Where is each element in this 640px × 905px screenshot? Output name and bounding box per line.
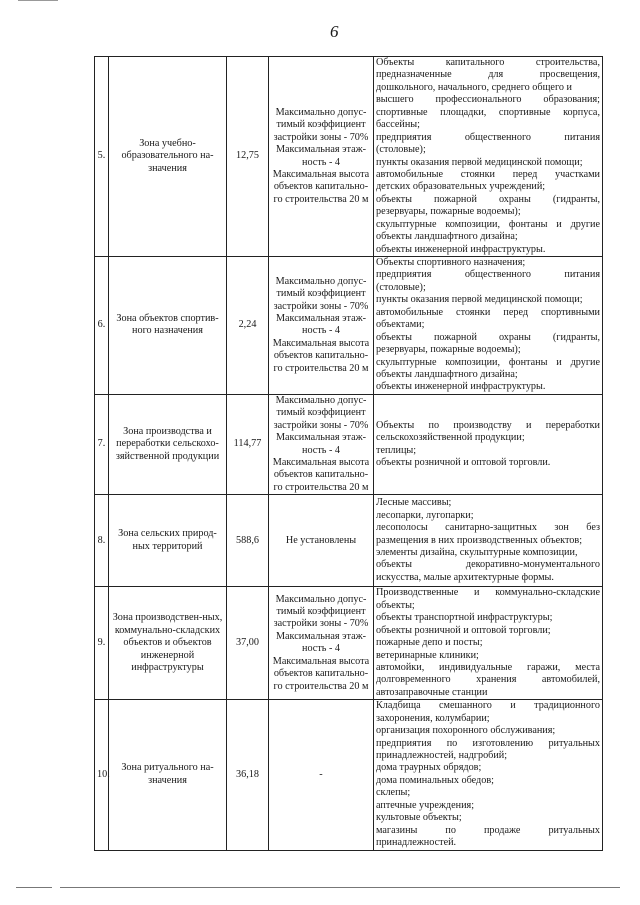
objects-line: Объекты по производству и переработки <box>376 419 600 431</box>
row-number: 9. <box>95 587 109 700</box>
objects-line: дома поминальных обедов; <box>376 774 494 786</box>
zone-row <box>95 587 603 700</box>
zone-area: 12,75 <box>227 57 269 257</box>
objects-line: спортивные площадки, спортивные корпуса, <box>376 106 600 118</box>
objects-line: предприятия по изготовлению ритуальных <box>376 737 600 749</box>
zone-area: 2,24 <box>227 257 269 395</box>
row-number: 10. <box>95 700 109 850</box>
zone-objects <box>374 394 603 495</box>
zone-parameters: Максимально допус-тимый коэффициент застройки зоны - 70% Максимальная этаж-ность - 4 Максимальная высота объектов капитально-го строительства 20 м <box>269 394 374 495</box>
zone-parameters: Максимально допус-тимый коэффициент застройки зоны - 70% Максимальная этаж-ность - 4 Максимальная высота объектов капитально-го строительства 20 м <box>269 57 374 257</box>
objects-line: предназначенные для просвещения, <box>376 69 600 81</box>
zone-name: Зона учебно-образовательного на-значения <box>109 57 227 257</box>
page-number: 6 <box>330 22 339 41</box>
zone-area: 36,18 <box>227 700 269 850</box>
objects-line: магазины по продаже ритуальных <box>376 824 600 836</box>
objects-line: автозаправочные станции <box>376 686 488 698</box>
zone-area: 37,00 <box>227 587 269 700</box>
objects-line: аптечные учреждения; <box>376 799 475 811</box>
objects-line: объекты ландшафтного дизайна; <box>376 368 518 380</box>
zone-row <box>95 57 603 257</box>
objects-line: Производственные и коммунально-складские <box>376 587 600 599</box>
objects-line: Кладбища смешанного и традиционного <box>376 700 600 712</box>
zones-table-body <box>95 57 603 851</box>
objects-line: объекты инженерной инфраструктуры. <box>376 243 546 255</box>
zone-area: 114,77 <box>227 394 269 495</box>
zone-name: Зона производства и переработки сельскохо-зяйственной продукции <box>109 394 227 495</box>
zone-name: Зона объектов спортив-ного назначения <box>109 257 227 395</box>
objects-line: автомойки, индивидуальные гаражи, места <box>376 661 600 673</box>
objects-line: бассейны; <box>376 119 420 131</box>
objects-line: объекты ландшафтного дизайна; <box>376 231 518 243</box>
objects-line: организация похоронного обслуживания; <box>376 725 556 737</box>
objects-line: объекты транспортной инфраструктуры; <box>376 612 553 624</box>
zone-row <box>95 700 603 850</box>
objects-line: (столовые); <box>376 281 426 293</box>
objects-line: объектами; <box>376 319 425 331</box>
objects-line: пожарные депо и посты; <box>376 637 483 649</box>
objects-line: объекты пожарной охраны (гидранты, <box>376 193 600 205</box>
objects-line: автомобильные стоянки перед спортивными <box>376 306 600 318</box>
objects-line: принадлежностей. <box>376 837 457 849</box>
zone-area: 588,6 <box>227 495 269 587</box>
zone-name: Зона сельских природ-ных территорий <box>109 495 227 587</box>
objects-line: скульптурные композиции, фонтаны и другие <box>376 218 600 230</box>
zone-row <box>95 495 603 587</box>
objects-line: скульптурные композиции, фонтаны и другие <box>376 356 600 368</box>
zone-objects <box>374 587 603 700</box>
zone-name: Зона ритуального на-значения <box>109 700 227 850</box>
zone-objects <box>374 57 603 257</box>
row-number: 6. <box>95 257 109 395</box>
zone-row <box>95 394 603 495</box>
zone-parameters: Не установлены <box>269 495 374 587</box>
objects-line: детских образовательных учреждений; <box>376 181 546 193</box>
bottom-divider <box>60 887 620 888</box>
zone-parameters: Максимально допус-тимый коэффициент застройки зоны - 70% Максимальная этаж-ность - 4 Максимальная высота объектов капитально-го строительства 20 м <box>269 257 374 395</box>
objects-line: объекты инженерной инфраструктуры. <box>376 381 546 393</box>
objects-line: дома траурных обрядов; <box>376 762 482 774</box>
zone-objects <box>374 700 603 850</box>
objects-line: захоронения, колумбарии; <box>376 712 490 724</box>
objects-line: искусства, малые архитектурные формы. <box>376 571 554 583</box>
objects-line: высшего профессионального образования; <box>376 94 600 106</box>
objects-line: дошкольного, начального, среднего общего и <box>376 81 572 93</box>
objects-line: пункты оказания первой медицинской помощи; <box>376 156 583 168</box>
zone-objects <box>374 257 603 395</box>
objects-line: размещения в них производственных объектов; <box>376 534 583 546</box>
objects-line: лесополосы санитарно-защитных зон без <box>376 522 600 534</box>
zone-name: Зона производствен-ных, коммунально-складских объектов и объектов инженерной инфраструктуры <box>109 587 227 700</box>
objects-line: резервуары, пожарные водоемы); <box>376 206 521 218</box>
objects-line: объекты декоративно-монументального <box>376 559 600 571</box>
objects-line: объекты розничной и оптовой торговли; <box>376 624 551 636</box>
objects-line: объекты; <box>376 599 415 611</box>
zone-row <box>95 257 603 395</box>
objects-line: принадлежностей, надгробий; <box>376 750 508 761</box>
objects-line: ветеринарные клиники; <box>376 649 479 661</box>
objects-line: теплицы; <box>376 444 417 456</box>
zone-objects <box>374 495 603 587</box>
row-number: 7. <box>95 394 109 495</box>
objects-line: объекты розничной и оптовой торговли. <box>376 457 551 468</box>
objects-line: Объекты капитального строительства, <box>376 57 600 68</box>
zone-parameters: - <box>269 700 374 850</box>
bottom-divider <box>16 887 52 888</box>
objects-line: предприятия общественного питания <box>376 131 600 143</box>
objects-line: объекты пожарной охраны (гидранты, <box>376 331 600 343</box>
objects-line: (столовые); <box>376 144 426 156</box>
objects-line: склепы; <box>376 787 411 799</box>
zones-table <box>94 56 603 851</box>
objects-line: элементы дизайна, скульптурные композиции, <box>376 547 578 559</box>
objects-line: автомобильные стоянки перед участками <box>376 168 600 180</box>
objects-line: резервуары, пожарные водоемы); <box>376 344 521 356</box>
objects-line: долговременного хранения автомобилей, <box>376 674 600 686</box>
objects-line: Лесные массивы; <box>376 497 452 509</box>
row-number: 5. <box>95 57 109 257</box>
objects-line: сельскохозяйственной продукции; <box>376 432 525 444</box>
objects-line: пункты оказания первой медицинской помощи; <box>376 294 583 306</box>
top-edge-mark <box>18 0 58 4</box>
objects-line: культовые объекты; <box>376 812 462 824</box>
objects-line: лесопарки, лугопарки; <box>376 509 474 521</box>
zone-parameters: Максимально допус-тимый коэффициент застройки зоны - 70% Максимальная этаж-ность - 4 Максимальная высота объектов капитально-го строительства 20 м <box>269 587 374 700</box>
row-number: 8. <box>95 495 109 587</box>
objects-line: предприятия общественного питания <box>376 269 600 281</box>
objects-line: Объекты спортивного назначения; <box>376 257 526 268</box>
